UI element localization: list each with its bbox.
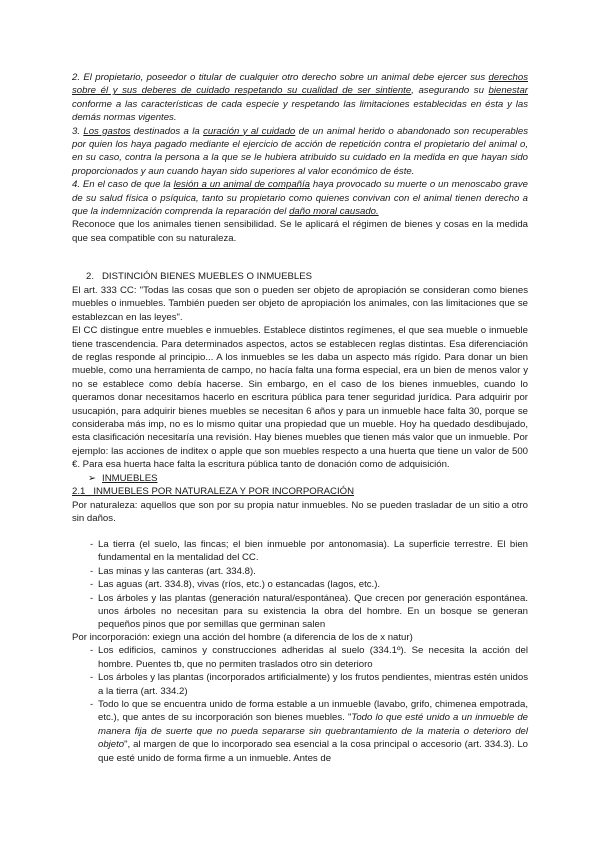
list-item (72, 698, 528, 765)
article-2 (72, 71, 528, 125)
underlined-text: Los gastos (83, 125, 131, 137)
naturaleza-list-block (72, 538, 528, 632)
article-number: 4. (72, 179, 83, 191)
incorporacion-list (72, 644, 528, 765)
naturaleza-intro: Por naturaleza: aquellos que son por su propia natur inmuebles. No se pueden trasladar de un sitio a otro sin daños. (72, 499, 528, 524)
text-run: Todo lo que se encuentra unido de forma estable a un inmueble (lavabo, grifo, chimenea empotrada, etc.), que antes de su incorporación son bienes muebles. " (98, 699, 528, 724)
incorporacion-intro: Por incorporación: exiegn una acción del hombre (a diferencia de los de x natur) (72, 632, 413, 643)
list-item: - Los árboles y las plantas (incorporados artificialmente) y los frutos pendientes, mientras estén unidos a la tierra (art. 334.2) (72, 671, 528, 698)
list-item: - Las aguas (art. 334.8), vivas (ríos, etc.) o estancadas (lagos, etc.). (72, 578, 528, 591)
inmuebles-label: INMUEBLES (102, 472, 158, 484)
text-run: ", al margen de que lo incorporado sea esencial a la cosa principal o accesorio (art. 334.3). Lo que esté unido de forma firme a un inmueble. Antes de (98, 739, 528, 764)
underlined-text: curación y al cuidado (203, 125, 296, 137)
section-title: DISTINCIÓN BIENES MUEBLES O INMUEBLES (102, 271, 313, 282)
section-number: 2. (85, 271, 94, 282)
legal-articles (72, 71, 528, 245)
underlined-text: lesión a un animal de compañía (173, 179, 310, 191)
article-number: 3. (72, 125, 84, 137)
text-run: En el caso de que la (82, 179, 174, 191)
naturaleza-list (72, 538, 528, 632)
italic-quote: Todo lo que esté unido a un inmueble de manera fija de suerte que no pueda separarse sin quebrantamiento de la materia o deterioro del objeto (98, 712, 528, 751)
incorporacion-block (72, 631, 528, 765)
cc-distinction-paragraph: El CC distingue entre muebles e inmuebles. Establece distintos regímenes, el que sea mueble o inmueble tiene trascendencia. Para determinados aspectos, actos se establecen reglas distintas. Esa diferenciación de reglas responde al principio... A los inmuebles se les daba un aspecto más rígido. Para donar un bien mueble, como una herramienta de campo, no hacía falta una forma especial, era un bien de menos valor y no se establece como debía hacerse. Sin embargo, en el caso de los bienes inmuebles, cuando lo queramos donar necesitamos hacerlo en escritura pública para tener seguridad jurídica. Para adquirir por usucapión, para adquirir bienes muebles se necesitan 6 años y para un inmueble hace falta 30, porque se consideraba más imp, no es lo mismo quitar una propiedad que un mueble. Hoy ha quedado desdibujado, esta clasificación necesitaría una revisión. Hay bienes muebles que tienen más valor que un inmueble. Por ejemplo: las acciones de inditex o apple que son muebles respecto a una huerta que tiene un valor de 500 €. Para esa huerta hace falta la escritura pública tanto de donación como de adquisición. (72, 325, 528, 471)
article-number: 2. (72, 72, 84, 83)
arrow-bullet-icon: ➢ (88, 472, 97, 484)
article-3 (72, 125, 528, 179)
underlined-text: derechos sobre él y sus deberes de cuidado respetando su cualidad de ser sintiente (72, 72, 528, 97)
text-run: , asegurando su (411, 85, 489, 97)
list-item: - Los árboles y las plantas (generación natural/espontánea). Que crecen por generación espontánea. unos árboles no necesitan para su existencia la obra del hombre. En un bosque se generan pequeños pinos que por semillas que germinan salen (72, 592, 528, 632)
underlined-text: daño moral causado. (289, 206, 379, 218)
list-item: - La tierra (el suelo, las fincas; el bien inmueble por antonomasia). La superficie terrestre. El bien fundamental en la mentalidad del CC. (72, 538, 528, 565)
text-run: conforme a las características de cada especie y respetando las limitaciones establecidas en ésta y las demás normas vigentes. (72, 98, 528, 124)
text-run: haya provocado su muerte o un menoscabo grave de su salud física o psíquica, tanto su propietario como quienes convivan con el animal tienen derecho a que la indemnización comprenda la reparación del (72, 179, 529, 218)
text-run: de un animal herido o abandonado son recuperables por quien los haya pagado mediante el ejercicio de acción de repetición contra el propietario del animal o, en su caso, contra la persona a la que se le hubiera atribuido su cuidado en la medida en que hayan sido proporcionados y aun cuando hayan sido superiores al valor económico de éste. (72, 125, 528, 177)
text-run: destinados a la (130, 125, 204, 137)
underlined-text: bienestar (488, 85, 528, 97)
section-2-heading (72, 270, 528, 283)
list-item: - Las minas y las canteras (art. 334.8). (72, 565, 528, 578)
section-2-body (72, 284, 528, 525)
text-run: El propietario, poseedor o titular de cualquier otro derecho sobre un animal debe ejercer sus (83, 72, 489, 83)
recognition-paragraph: Reconoce que los animales tienen sensibilidad. Se le aplicará el régimen de bienes y cosas en la medida que sea compatible con su naturaleza. (72, 219, 528, 244)
subsection-2-1-title: 2.1_ INMUEBLES POR NATURALEZA Y POR INCORPORACIÓN (72, 486, 355, 498)
art-333-paragraph: El art. 333 CC: "Todas las cosas que son o pueden ser objeto de apropiación se consideran como bienes muebles o inmuebles. También pueden ser objeto de apropiación los animales, con las limitaciones que se establezcan en las leyes". (72, 285, 528, 323)
article-4 (72, 178, 528, 218)
list-item: - Los edificios, caminos y construcciones adheridas al suelo (334.1º). Se necesita la acción del hombre. Puentes tb, que no permiten traslados otro sin deterioro (72, 644, 528, 671)
inmuebles-heading (72, 472, 528, 485)
